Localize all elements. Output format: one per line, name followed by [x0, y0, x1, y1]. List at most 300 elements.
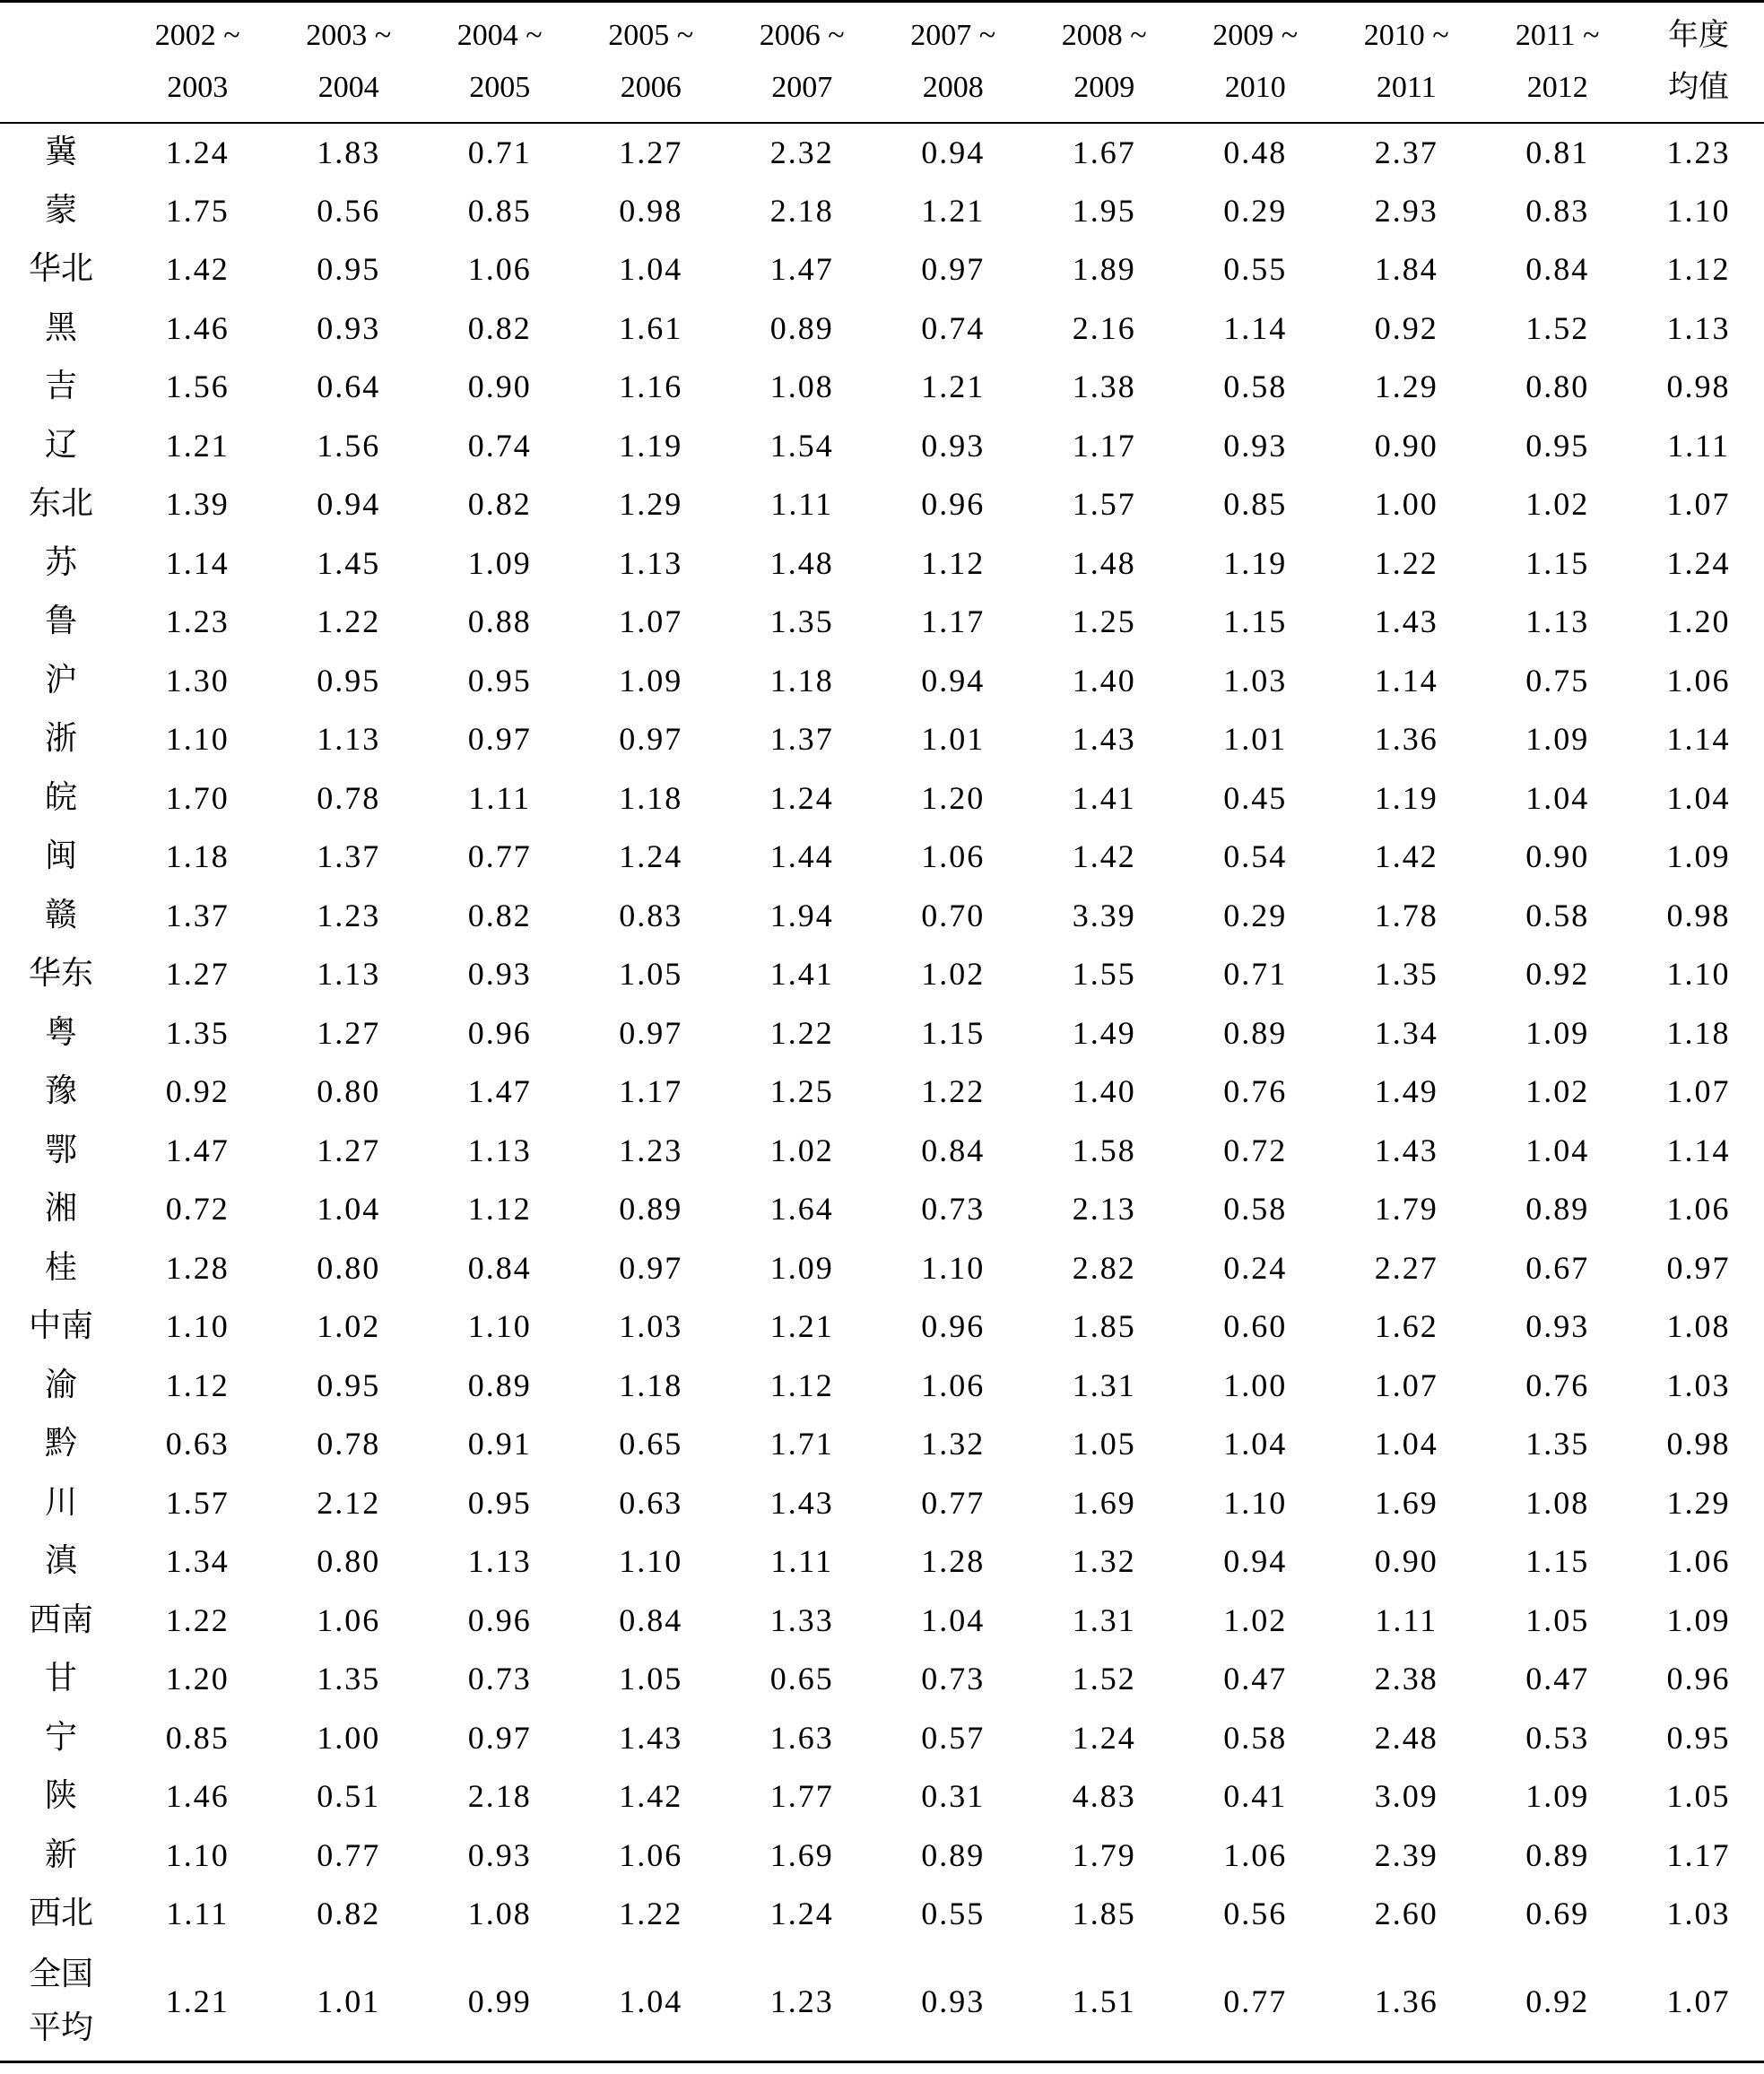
value-cell: 0.56 [1223, 1896, 1288, 1932]
value-cell: 0.89 [1525, 1836, 1590, 1873]
value-cell: 1.46 [165, 1778, 230, 1815]
average-value-cell: 0.95 [1666, 1719, 1731, 1756]
header-period-end: 2010 [1224, 71, 1286, 105]
value-cell: 1.14 [165, 544, 230, 581]
value-cell: 0.97 [467, 721, 532, 758]
value-cell: 0.88 [467, 603, 532, 640]
table-row [0, 945, 1764, 1004]
region-label: 鲁 [44, 603, 77, 640]
value-cell: 1.02 [1525, 486, 1590, 523]
table-row [0, 1356, 1764, 1415]
table-row [0, 1063, 1764, 1122]
value-cell: 1.02 [769, 1132, 834, 1168]
value-cell: 2.38 [1374, 1661, 1438, 1697]
table-row [0, 475, 1764, 534]
value-cell: 1.11 [468, 779, 532, 816]
value-cell: 1.06 [921, 1367, 986, 1403]
value-cell: 0.56 [317, 192, 381, 229]
average-value-cell: 1.09 [1666, 1601, 1731, 1638]
table-row [0, 768, 1764, 828]
table-row [0, 1650, 1764, 1709]
value-cell: 1.40 [1072, 1073, 1136, 1110]
value-cell: 0.58 [1223, 369, 1288, 405]
value-cell: 2.39 [1374, 1836, 1438, 1873]
national-label-line1: 全国 [28, 1956, 93, 1993]
value-cell: 0.97 [619, 1014, 683, 1051]
table-header [0, 2, 1764, 123]
value-cell: 0.82 [467, 486, 532, 523]
value-cell: 0.93 [921, 427, 986, 464]
header-avg-line2: 均值 [1668, 71, 1729, 105]
value-cell: 0.82 [467, 897, 532, 933]
value-cell: 1.18 [619, 779, 683, 816]
value-cell: 1.10 [1223, 1484, 1288, 1521]
value-cell: 1.47 [769, 251, 834, 288]
value-cell: 1.12 [769, 1367, 834, 1403]
value-cell: 0.84 [467, 1249, 532, 1286]
value-cell: 0.83 [619, 897, 683, 933]
table-row [0, 651, 1764, 710]
value-cell: 1.43 [1374, 1132, 1438, 1168]
value-cell: 1.22 [921, 1073, 986, 1110]
value-cell: 2.12 [317, 1484, 381, 1521]
average-value-cell: 0.98 [1666, 897, 1731, 933]
value-cell: 1.19 [1223, 544, 1288, 581]
value-cell: 1.22 [769, 1014, 834, 1051]
region-label: 黑 [44, 308, 77, 346]
value-cell: 0.57 [921, 1719, 986, 1756]
value-cell: 0.77 [317, 1836, 381, 1873]
header-period-cell [1180, 2, 1332, 123]
region-label: 湘 [44, 1190, 77, 1228]
value-cell: 1.02 [921, 956, 986, 993]
value-cell: 1.89 [1072, 251, 1136, 288]
value-cell: 0.58 [1525, 897, 1590, 933]
value-cell: 1.02 [317, 1308, 381, 1345]
value-cell: 1.85 [1072, 1308, 1136, 1345]
value-cell: 1.85 [1072, 1896, 1136, 1932]
value-cell: 0.96 [467, 1014, 532, 1051]
region-label: 中南 [28, 1307, 93, 1345]
value-cell: 1.17 [1072, 427, 1136, 464]
header-period-end: 2003 [167, 71, 229, 105]
value-cell: 0.85 [165, 1719, 230, 1756]
value-cell: 1.56 [165, 369, 230, 405]
table-row [0, 1180, 1764, 1239]
value-cell: 1.08 [1525, 1484, 1590, 1521]
value-cell: 1.09 [467, 544, 532, 581]
value-cell: 0.72 [165, 1191, 230, 1228]
average-value-cell: 1.14 [1666, 1132, 1731, 1168]
national-label-line2: 平均 [28, 2009, 93, 2047]
value-cell: 1.04 [1525, 779, 1590, 816]
region-label: 渝 [44, 1366, 77, 1403]
value-cell: 1.31 [1072, 1367, 1136, 1403]
value-cell: 1.49 [1374, 1073, 1438, 1110]
value-cell: 1.10 [165, 721, 230, 758]
average-value-cell: 1.06 [1666, 1191, 1731, 1228]
value-cell: 0.93 [1223, 427, 1288, 464]
average-value-cell: 1.06 [1666, 662, 1731, 699]
value-cell: 1.14 [1223, 309, 1288, 346]
value-cell: 1.40 [1072, 662, 1136, 699]
table-row [0, 416, 1764, 475]
value-cell: 0.64 [317, 369, 381, 405]
value-cell: 0.95 [317, 251, 381, 288]
value-cell: 1.41 [769, 956, 834, 993]
value-cell: 1.04 [921, 1601, 986, 1638]
value-cell: 1.18 [619, 1367, 683, 1403]
header-period-cell [1482, 2, 1634, 123]
region-label: 宁 [44, 1718, 77, 1756]
value-cell: 0.72 [1223, 1132, 1288, 1168]
value-cell: 1.43 [1072, 721, 1136, 758]
value-cell: 0.89 [619, 1191, 683, 1228]
value-cell: 1.22 [619, 1896, 683, 1932]
header-period-cell [576, 2, 727, 123]
value-cell: 0.73 [921, 1661, 986, 1697]
value-cell: 1.29 [619, 486, 683, 523]
value-cell: 3.39 [1072, 897, 1136, 933]
table-row [0, 1767, 1764, 1827]
table-row [0, 534, 1764, 593]
value-cell: 1.27 [317, 1132, 381, 1168]
value-cell: 0.91 [467, 1426, 532, 1462]
average-value-cell: 1.09 [1666, 838, 1731, 875]
average-value-cell: 1.29 [1666, 1484, 1731, 1521]
table-row [0, 1238, 1764, 1297]
value-cell: 1.04 [1223, 1426, 1288, 1462]
table-row [0, 1473, 1764, 1532]
value-cell: 1.71 [769, 1426, 834, 1462]
value-cell: 1.18 [769, 662, 834, 699]
average-value-cell: 1.24 [1666, 544, 1731, 581]
table-row [0, 1885, 1764, 1944]
value-cell: 0.94 [921, 134, 986, 170]
value-cell: 1.04 [619, 251, 683, 288]
value-cell: 0.90 [1374, 427, 1438, 464]
value-cell: 1.15 [1525, 544, 1590, 581]
value-cell: 2.93 [1374, 192, 1438, 229]
table-row [0, 1532, 1764, 1592]
value-cell: 0.84 [619, 1601, 683, 1638]
value-cell: 1.32 [921, 1426, 986, 1462]
value-cell: 0.93 [1525, 1308, 1590, 1345]
value-cell: 1.32 [1072, 1543, 1136, 1580]
value-cell: 1.70 [165, 779, 230, 816]
region-label: 粤 [44, 1013, 77, 1051]
header-period-end: 2008 [922, 71, 984, 105]
header-period-end: 2012 [1526, 71, 1588, 105]
header-period-end: 2005 [469, 71, 531, 105]
region-label: 西北 [28, 1895, 93, 1932]
region-label: 甘 [44, 1660, 77, 1697]
header-period-end: 2009 [1073, 71, 1135, 105]
average-value-cell: 1.23 [1666, 134, 1731, 170]
region-label: 华北 [28, 250, 93, 288]
average-value-cell: 1.10 [1666, 192, 1731, 229]
value-cell: 1.28 [165, 1249, 230, 1286]
value-cell: 1.02 [1223, 1601, 1288, 1638]
value-cell: 1.37 [317, 838, 381, 875]
value-cell: 1.44 [769, 838, 834, 875]
value-cell: 0.80 [317, 1249, 381, 1286]
header-avg-cell [1633, 2, 1764, 123]
value-cell: 1.48 [769, 544, 834, 581]
value-cell: 0.96 [921, 486, 986, 523]
value-cell: 2.16 [1072, 309, 1136, 346]
value-cell: 1.35 [1374, 956, 1438, 993]
header-period-start: 2006 ~ [759, 19, 845, 53]
value-cell: 1.10 [619, 1543, 683, 1580]
value-cell: 0.90 [1374, 1543, 1438, 1580]
header-period-start: 2008 ~ [1061, 19, 1147, 53]
value-cell: 1.06 [921, 838, 986, 875]
value-cell: 1.05 [1072, 1426, 1136, 1462]
value-cell: 0.89 [769, 309, 834, 346]
value-cell: 0.93 [317, 309, 381, 346]
value-cell: 1.37 [769, 721, 834, 758]
value-cell: 0.80 [1525, 369, 1590, 405]
value-cell: 1.47 [165, 1132, 230, 1168]
value-cell: 1.22 [317, 603, 381, 640]
value-cell: 1.95 [1072, 192, 1136, 229]
value-cell: 0.83 [1525, 192, 1590, 229]
value-cell: 1.10 [921, 1249, 986, 1286]
header-period-start: 2003 ~ [306, 19, 392, 53]
value-cell: 2.13 [1072, 1191, 1136, 1228]
value-cell: 1.43 [619, 1719, 683, 1756]
value-cell: 1.51 [1072, 1983, 1136, 2020]
region-label: 华东 [28, 955, 93, 993]
value-cell: 1.23 [769, 1983, 834, 2020]
header-period-start: 2011 ~ [1515, 19, 1600, 53]
value-cell: 0.76 [1525, 1367, 1590, 1403]
value-cell: 0.48 [1223, 134, 1288, 170]
header-period-cell [1331, 2, 1482, 123]
value-cell: 1.23 [619, 1132, 683, 1168]
value-cell: 1.49 [1072, 1014, 1136, 1051]
value-cell: 1.94 [769, 897, 834, 933]
value-cell: 1.84 [1374, 251, 1438, 288]
value-cell: 0.29 [1223, 897, 1288, 933]
value-cell: 1.01 [921, 721, 986, 758]
value-cell: 1.52 [1072, 1661, 1136, 1697]
average-value-cell: 1.18 [1666, 1014, 1731, 1051]
header-period-cell [424, 2, 576, 123]
region-label: 赣 [44, 896, 77, 933]
value-cell: 1.79 [1374, 1191, 1438, 1228]
value-cell: 0.82 [317, 1896, 381, 1932]
table-row [0, 1708, 1764, 1767]
value-cell: 1.42 [619, 1778, 683, 1815]
value-cell: 0.97 [467, 1719, 532, 1756]
value-cell: 1.79 [1072, 1836, 1136, 1873]
value-cell: 1.24 [1072, 1719, 1136, 1756]
value-cell: 1.33 [769, 1601, 834, 1638]
average-value-cell: 1.07 [1666, 1073, 1731, 1110]
region-label: 桂 [44, 1248, 77, 1286]
value-cell: 0.41 [1223, 1778, 1288, 1815]
value-cell: 0.84 [921, 1132, 986, 1168]
value-cell: 1.20 [921, 779, 986, 816]
value-cell: 1.19 [1374, 779, 1438, 816]
value-cell: 0.31 [921, 1778, 986, 1815]
header-period-start: 2004 ~ [456, 19, 543, 53]
value-cell: 0.89 [921, 1836, 986, 1873]
header-period-end: 2006 [620, 71, 682, 105]
value-cell: 3.09 [1374, 1778, 1438, 1815]
value-cell: 1.31 [1072, 1601, 1136, 1638]
table-row [0, 593, 1764, 652]
value-cell: 1.21 [921, 192, 986, 229]
value-cell: 0.29 [1223, 192, 1288, 229]
value-cell: 0.93 [467, 1836, 532, 1873]
value-cell: 1.11 [1375, 1601, 1438, 1638]
value-cell: 1.04 [317, 1191, 381, 1228]
table-row [0, 1826, 1764, 1885]
value-cell: 0.47 [1525, 1661, 1590, 1697]
value-cell: 0.85 [467, 192, 532, 229]
region-label: 冀 [44, 133, 77, 170]
value-cell: 0.94 [317, 486, 381, 523]
value-cell: 0.63 [165, 1426, 230, 1462]
value-cell: 0.53 [1525, 1719, 1590, 1756]
value-cell: 1.23 [317, 897, 381, 933]
value-cell: 0.74 [921, 309, 986, 346]
region-label: 辽 [44, 426, 77, 464]
header-period-cell [1029, 2, 1180, 123]
header-period-end: 2011 [1376, 71, 1437, 105]
value-cell: 1.69 [769, 1836, 834, 1873]
table-row [0, 1003, 1764, 1063]
average-value-cell: 1.11 [1667, 427, 1730, 464]
value-cell: 1.15 [1525, 1543, 1590, 1580]
table-row [0, 299, 1764, 358]
average-value-cell: 1.07 [1666, 1983, 1731, 2020]
header-corner-cell [0, 2, 122, 123]
value-cell: 1.09 [1525, 1014, 1590, 1051]
value-cell: 1.69 [1374, 1484, 1438, 1521]
header-period-end: 2007 [771, 71, 833, 105]
value-cell: 1.21 [921, 369, 986, 405]
value-cell: 1.02 [1525, 1073, 1590, 1110]
average-value-cell: 1.08 [1666, 1308, 1731, 1345]
value-cell: 0.47 [1223, 1661, 1288, 1697]
value-cell: 1.15 [1223, 603, 1288, 640]
value-cell: 1.62 [1374, 1308, 1438, 1345]
value-cell: 1.35 [769, 603, 834, 640]
value-cell: 1.45 [317, 544, 381, 581]
value-cell: 0.92 [1525, 956, 1590, 993]
table-row [0, 710, 1764, 769]
average-value-cell: 1.05 [1666, 1778, 1731, 1815]
header-period-cell [726, 2, 878, 123]
region-label: 黔 [44, 1425, 77, 1462]
value-cell: 0.82 [467, 309, 532, 346]
value-cell: 1.22 [1374, 544, 1438, 581]
value-cell: 1.35 [317, 1661, 381, 1697]
average-value-cell: 1.04 [1666, 779, 1731, 816]
value-cell: 0.24 [1223, 1249, 1288, 1286]
value-cell: 0.73 [467, 1661, 532, 1697]
value-cell: 1.09 [769, 1249, 834, 1286]
header-period-end: 2004 [317, 71, 379, 105]
value-cell: 1.24 [769, 779, 834, 816]
value-cell: 0.93 [467, 956, 532, 993]
region-label: 滇 [44, 1542, 77, 1580]
value-cell: 1.17 [619, 1073, 683, 1110]
value-cell: 0.89 [1525, 1191, 1590, 1228]
value-cell: 1.83 [317, 134, 381, 170]
value-cell: 0.90 [1525, 838, 1590, 875]
value-cell: 1.10 [165, 1308, 230, 1345]
value-cell: 1.06 [1223, 1836, 1288, 1873]
value-cell: 0.97 [619, 721, 683, 758]
value-cell: 2.82 [1072, 1249, 1136, 1286]
value-cell: 1.11 [770, 486, 834, 523]
average-value-cell: 0.96 [1666, 1661, 1731, 1697]
value-cell: 1.36 [1374, 721, 1438, 758]
region-label: 陕 [44, 1777, 77, 1815]
value-cell: 1.75 [165, 192, 230, 229]
header-avg-line1: 年度 [1668, 19, 1729, 53]
value-cell: 1.46 [165, 309, 230, 346]
value-cell: 0.95 [1525, 427, 1590, 464]
value-cell: 0.92 [1374, 309, 1438, 346]
national-average-label [0, 1943, 122, 2061]
region-label: 苏 [44, 543, 77, 581]
value-cell: 0.71 [1223, 956, 1288, 993]
value-cell: 1.18 [165, 838, 230, 875]
average-value-cell: 1.13 [1666, 309, 1731, 346]
value-cell: 1.13 [467, 1132, 532, 1168]
value-cell: 1.12 [921, 544, 986, 581]
value-cell: 0.69 [1525, 1896, 1590, 1932]
value-cell: 2.27 [1374, 1249, 1438, 1286]
header-period-cell [122, 2, 274, 123]
average-value-cell: 1.06 [1666, 1543, 1731, 1580]
value-cell: 0.78 [317, 779, 381, 816]
value-cell: 0.77 [467, 838, 532, 875]
header-period-start: 2007 ~ [910, 19, 996, 53]
value-cell: 1.09 [1525, 1778, 1590, 1815]
table-row [0, 123, 1764, 182]
table-row [0, 886, 1764, 945]
average-value-cell: 0.98 [1666, 1426, 1731, 1462]
value-cell: 1.13 [317, 721, 381, 758]
header-period-start: 2010 ~ [1363, 19, 1449, 53]
average-value-cell: 1.03 [1666, 1896, 1731, 1932]
value-cell: 1.27 [317, 1014, 381, 1051]
table-row [0, 240, 1764, 299]
table-row [0, 1591, 1764, 1650]
value-cell: 0.95 [467, 1484, 532, 1521]
value-cell: 1.19 [619, 427, 683, 464]
value-cell: 1.52 [1525, 309, 1590, 346]
value-cell: 1.57 [1072, 486, 1136, 523]
average-value-cell: 1.07 [1666, 486, 1731, 523]
value-cell: 1.77 [769, 1778, 834, 1815]
value-cell: 0.92 [1525, 1983, 1590, 2020]
value-cell: 1.24 [165, 134, 230, 170]
value-cell: 0.58 [1223, 1719, 1288, 1756]
value-cell: 1.12 [165, 1367, 230, 1403]
value-cell: 1.24 [769, 1896, 834, 1932]
region-label: 豫 [44, 1072, 77, 1110]
value-cell: 0.89 [467, 1367, 532, 1403]
value-cell: 1.03 [619, 1308, 683, 1345]
